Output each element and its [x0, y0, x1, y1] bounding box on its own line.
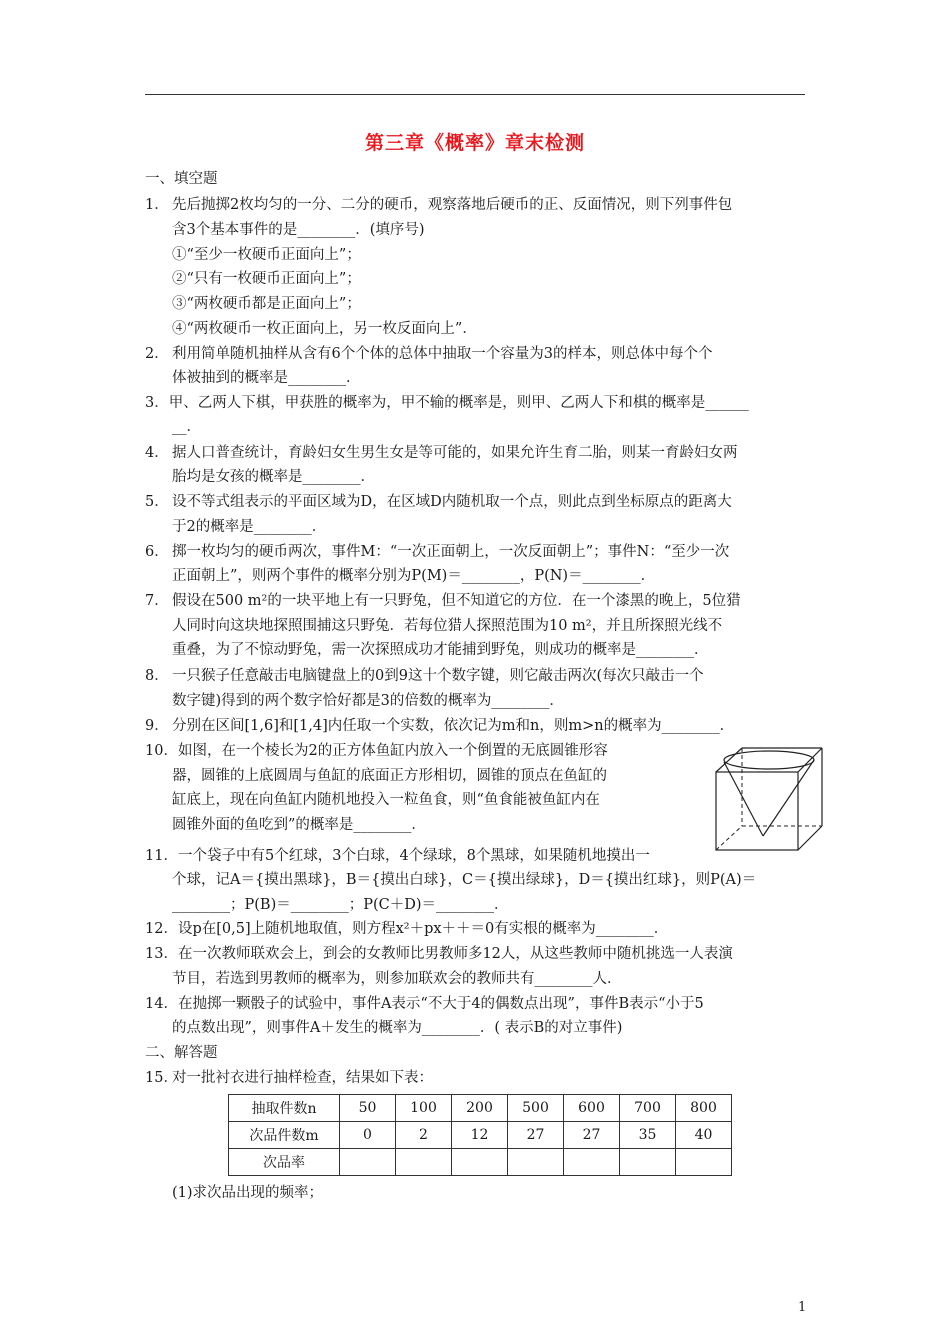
question-line: 设不等式组表示的平面区域为D，在区域D内随机取一个点，则此点到坐标原点的距离大	[172, 494, 732, 510]
section-heading-fill: 一、填空题	[145, 171, 218, 187]
table-cell: 600	[564, 1095, 620, 1122]
question-line: 缸底上，现在向鱼缸内随机地投入一粒鱼食，则“鱼食能被鱼缸内在	[172, 792, 600, 808]
table-cell: 500	[508, 1095, 564, 1122]
table-cell: 35	[620, 1122, 676, 1149]
question-line: 胎均是女孩的概率是________．	[172, 469, 375, 485]
table-cell: 12	[452, 1122, 508, 1149]
question-line: 分别在区间[1,6]和[1,4]内任取一个实数，依次记为m和n，则m>n的概率为________．	[172, 718, 735, 734]
table-cell-empty	[340, 1149, 396, 1176]
question-line: 个球，记A＝{摸出黑球}，B＝{摸出白球}，C＝{摸出绿球}，D＝{摸出红球}，则P(A)＝	[172, 872, 757, 888]
question-number: 4．	[145, 445, 169, 461]
question-number: 9．	[145, 718, 169, 734]
question-number: 11．	[145, 848, 178, 864]
page-title: 第三章《概率》章末检测	[364, 132, 585, 154]
question-line: 节目，若选到男教师的概率为，则参加联欢会的教师共有________人．	[172, 971, 622, 987]
sub-question-line: (1)求次品出现的频率；	[172, 1185, 324, 1201]
question-line: __．	[172, 419, 201, 435]
question-number: 15．	[145, 1070, 178, 1086]
table-cell: 40	[676, 1122, 732, 1149]
table-cell: 50	[340, 1095, 396, 1122]
table-row	[229, 1149, 732, 1176]
table-cell-empty	[452, 1149, 508, 1176]
question-line: 利用简单随机抽样从含有6个个体的总体中抽取一个容量为3的样本，则总体中每个个	[172, 346, 713, 362]
table-cell-empty	[508, 1149, 564, 1176]
table-row	[229, 1095, 732, 1122]
question-number: 5．	[145, 494, 169, 510]
question-line: 的点数出现”，则事件A＋发生的概率为________．( 表示B的对立事件)	[172, 1020, 623, 1036]
question-line: 假设在500 m²的一块平地上有一只野兔，但不知道它的方位．在一个漆黑的晚上，5位猎	[172, 593, 741, 609]
question-line: 体被抽到的概率是________．	[172, 370, 361, 386]
option-line: ④“两枚硬币一枚正面向上，另一枚反面向上”．	[172, 321, 477, 337]
table-cell: 200	[452, 1095, 508, 1122]
question-line: 如图，在一个棱长为2的正方体鱼缸内放入一个倒置的无底圆锥形容	[178, 743, 608, 759]
question-line: 据人口普查统计，育龄妇女生男生女是等可能的，如果允许生育二胎，则某一育龄妇女两	[172, 445, 738, 461]
question-line: 先后抛掷2枚均匀的一分、二分的硬币，观察落地后硬币的正、反面情况，则下列事件包	[172, 197, 733, 213]
question-line: 对一批衬衣进行抽样检查，结果如下表：	[172, 1070, 433, 1086]
question-line: 数字键)得到的两个数字恰好都是3的倍数的概率为________．	[172, 693, 564, 709]
question-line: 14．在抛掷一颗骰子的试验中，事件A表示“不大于4的偶数点出现”，事件B表示“小于5	[145, 996, 704, 1012]
question-number: 2．	[145, 346, 169, 362]
question-line: 13．在一次教师联欢会上，到会的女教师比男教师多12人，从这些教师中随机挑选一人表演	[145, 946, 733, 962]
table-cell: 800	[676, 1095, 732, 1122]
header-rule	[145, 94, 805, 95]
row-header: 次品件数m	[229, 1122, 340, 1149]
table-cell: 27	[508, 1122, 564, 1149]
table-cell: 700	[620, 1095, 676, 1122]
table-cell-empty	[396, 1149, 452, 1176]
question-line: 12．设p在[0,5]上随机地取值，则方程x²＋px＋＋＝0有实根的概率为________．	[145, 921, 669, 937]
option-line: ②“只有一枚硬币正面向上”；	[172, 271, 361, 287]
question-line: 一只猴子任意敲击电脑键盘上的0到9这十个数字键，则它敲击两次(每次只敲击一个	[172, 668, 704, 684]
section-heading-answer: 二、解答题	[145, 1045, 218, 1061]
question-number: 1．	[145, 197, 169, 213]
table-cell: 27	[564, 1122, 620, 1149]
question-line: 重叠，为了不惊动野兔，需一次探照成功才能捕到野兔，则成功的概率是________．	[172, 642, 709, 658]
page-number: 1	[798, 1300, 807, 1315]
question-line: 3．甲、乙两人下棋，甲获胜的概率为，甲不输的概率是，则甲、乙两人下和棋的概率是______	[145, 395, 749, 411]
question-line: 圆锥外面的鱼吃到”的概率是________．	[172, 817, 426, 833]
question-line: 一个袋子中有5个红球，3个白球，4个绿球，8个黑球，如果随机地摸出一	[178, 848, 650, 864]
question-number: 10．	[145, 743, 178, 759]
question-line: 含3个基本事件的是________．(填序号)	[172, 222, 425, 238]
question-line: 人同时向这块地探照围捕这只野兔．若每位猎人探照范围为10 m²，并且所探照光线不	[172, 618, 723, 634]
question-number: 8．	[145, 668, 169, 684]
option-line: ③“两枚硬币都是正面向上”；	[172, 296, 361, 312]
sampling-table	[228, 1094, 732, 1176]
table-cell: 100	[396, 1095, 452, 1122]
question-line: 掷一枚均匀的硬币两次，事件M：“一次正面朝上，一次反面朝上”；事件N：“至少一次	[172, 544, 730, 560]
row-header: 抽取件数n	[229, 1095, 340, 1122]
option-line: ①“至少一枚硬币正面向上”；	[172, 247, 361, 263]
table-cell: 0	[340, 1122, 396, 1149]
row-header: 次品率	[229, 1149, 340, 1176]
table-cell: 2	[396, 1122, 452, 1149]
question-line: 器，圆锥的上底圆周与鱼缸的底面正方形相切，圆锥的顶点在鱼缸的	[172, 768, 607, 784]
cube-cone-figure-icon	[708, 744, 828, 854]
question-line: ________；P(B)＝________；P(C＋D)＝________．	[172, 897, 509, 913]
question-line: 正面朝上”，则两个事件的概率分别为P(M)＝________，P(N)＝________．	[172, 568, 656, 584]
question-line: 于2的概率是________．	[172, 519, 327, 535]
question-number: 7．	[145, 593, 169, 609]
table-cell-empty	[676, 1149, 732, 1176]
question-number: 6．	[145, 544, 169, 560]
table-cell-empty	[620, 1149, 676, 1176]
table-cell-empty	[564, 1149, 620, 1176]
table-row	[229, 1122, 732, 1149]
